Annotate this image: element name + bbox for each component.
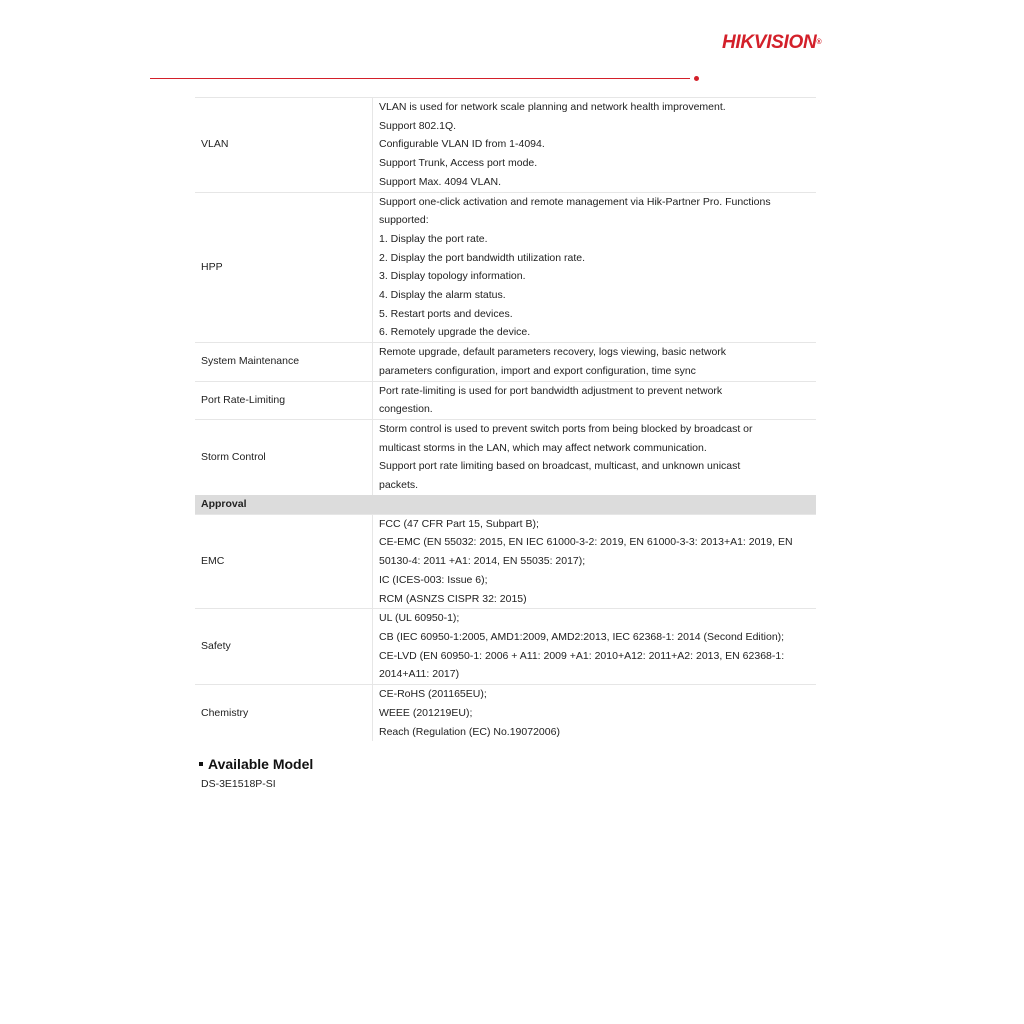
spec-label: Chemistry xyxy=(195,685,373,742)
spec-value xyxy=(373,343,817,381)
spec-value-line: UL (UL 60950-1); xyxy=(379,612,460,625)
spec-row xyxy=(195,98,816,193)
spec-label: HPP xyxy=(195,192,373,343)
spec-value xyxy=(373,609,817,685)
spec-label: VLAN xyxy=(195,98,373,193)
spec-value-line: Support Trunk, Access port mode. xyxy=(379,157,538,170)
spec-value-line: Storm control is used to prevent switch ports from being blocked by broadcast or xyxy=(379,422,753,435)
spec-value xyxy=(373,685,817,742)
spec-row xyxy=(195,192,816,343)
spec-value-line: 50130-4: 2011 +A1: 2014, EN 55035: 2017); xyxy=(379,555,586,568)
spec-value-line: WEEE (201219EU); xyxy=(379,706,473,719)
spec-row xyxy=(195,514,816,609)
available-model-name: DS-3E1518P-SI xyxy=(201,778,276,790)
spec-value-line: FCC (47 CFR Part 15, Subpart B); xyxy=(379,517,539,530)
spec-value-line: congestion. xyxy=(379,403,433,416)
spec-row xyxy=(195,343,816,381)
bullet-icon xyxy=(199,762,203,766)
section-header: Approval xyxy=(195,495,816,515)
spec-label: Port Rate-Limiting xyxy=(195,381,373,419)
spec-value-line: supported: xyxy=(379,214,429,227)
spec-value-line: 2014+A11: 2017) xyxy=(379,668,460,681)
registered-mark: ® xyxy=(816,39,822,46)
spec-label: EMC xyxy=(195,514,373,609)
spec-value-line: Support 802.1Q. xyxy=(379,119,457,132)
spec-value-line: CB (IEC 60950-1:2005, AMD1:2009, AMD2:2013, IEC 62368-1: 2014 (Second Edition); xyxy=(379,630,785,643)
logo-text-vision: VISION xyxy=(753,32,817,53)
available-model-heading xyxy=(199,756,313,772)
spec-value-line: Reach (Regulation (EC) No.19072006) xyxy=(379,725,560,738)
spec-value-line: CE-EMC (EN 55032: 2015, EN IEC 61000-3-2: 2019, EN 61000-3-3: 2013+A1: 2019, EN xyxy=(379,536,793,549)
spec-label: Storm Control xyxy=(195,419,373,494)
spec-value xyxy=(373,419,817,494)
spec-table xyxy=(195,97,816,741)
spec-table-body xyxy=(195,98,816,742)
spec-row xyxy=(195,381,816,419)
spec-value-line: Support port rate limiting based on broadcast, multicast, and unknown unicast xyxy=(379,460,741,473)
spec-value-line: parameters configuration, import and export configuration, time sync xyxy=(379,364,696,377)
spec-value-line: Support one-click activation and remote management via Hik-Partner Pro. Functions xyxy=(379,195,771,208)
spec-row xyxy=(195,419,816,494)
section-header-row xyxy=(195,495,816,515)
spec-value-line: 6. Remotely upgrade the device. xyxy=(379,326,531,339)
spec-value xyxy=(373,514,817,609)
spec-value-line: 3. Display topology information. xyxy=(379,270,526,283)
spec-value-line: CE-RoHS (201165EU); xyxy=(379,688,487,701)
spec-value xyxy=(373,98,817,193)
spec-value-line: 5. Restart ports and devices. xyxy=(379,307,513,320)
spec-label: Safety xyxy=(195,609,373,685)
spec-value-line: VLAN is used for network scale planning and network health improvement. xyxy=(379,101,726,113)
spec-value-line: Configurable VLAN ID from 1-4094. xyxy=(379,138,545,151)
spec-value-line: Support Max. 4094 VLAN. xyxy=(379,175,501,188)
header-rule xyxy=(150,78,690,79)
available-model-title: Available Model xyxy=(208,756,314,772)
spec-value-line: Remote upgrade, default parameters recovery, logs viewing, basic network xyxy=(379,346,727,359)
spec-value-line: multicast storms in the LAN, which may affect network communication. xyxy=(379,441,707,454)
spec-value xyxy=(373,192,817,343)
hikvision-logo xyxy=(722,32,821,54)
spec-value-line: 2. Display the port bandwidth utilization rate. xyxy=(379,251,586,264)
header-rule-dot xyxy=(694,76,699,81)
spec-value xyxy=(373,381,817,419)
spec-value-line: 1. Display the port rate. xyxy=(379,232,488,245)
spec-row xyxy=(195,609,816,685)
spec-value-line: packets. xyxy=(379,479,419,492)
logo-text-hik: HIK xyxy=(722,32,754,53)
spec-value-line: 4. Display the alarm status. xyxy=(379,289,506,302)
spec-row xyxy=(195,685,816,742)
spec-value-line: IC (ICES-003: Issue 6); xyxy=(379,573,488,586)
spec-value-line: Port rate-limiting is used for port bandwidth adjustment to prevent network xyxy=(379,384,723,397)
spec-label: System Maintenance xyxy=(195,343,373,381)
spec-value-line: RCM (ASNZS CISPR 32: 2015) xyxy=(379,592,527,605)
spec-value-line: CE-LVD (EN 60950-1: 2006 + A11: 2009 +A1: 2010+A12: 2011+A2: 2013, EN 62368-1: xyxy=(379,649,785,662)
